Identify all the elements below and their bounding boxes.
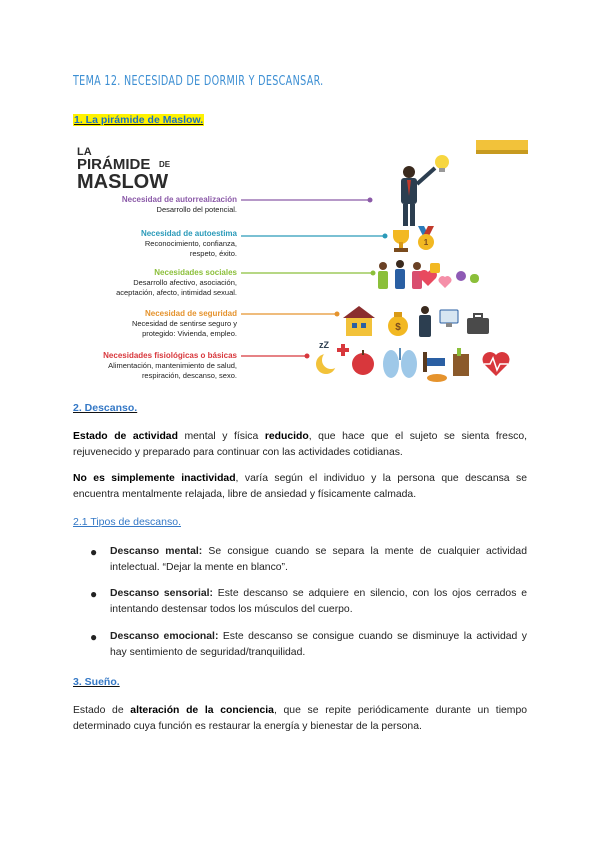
page-title: TEMA 12. NECESIDAD DE DORMIR Y DESCANSAR.	[73, 74, 324, 89]
level-title-2: Necesidad de autoestima	[140, 229, 237, 238]
svg-text:$: $	[395, 322, 401, 333]
level-line-3-1: Desarrollo afectivo, asociación,	[133, 278, 237, 287]
level-line-2-2: respeto, éxito.	[189, 249, 237, 258]
bullet-icon: ●	[90, 587, 98, 601]
descanso-paragraph-1	[73, 429, 527, 461]
term-alteracion-conciencia: alteración de la conciencia	[130, 705, 274, 716]
term-estado-actividad: Estado de actividad	[73, 431, 178, 442]
level-title-5: Necesidades fisiológicas o básicas	[103, 351, 237, 360]
list-item-descanso-mental	[90, 544, 527, 576]
level-line-4-1: Necesidad de sentirse seguro y	[131, 319, 237, 328]
text-fragment: , varía según el individuo y la persona que descansa se encuentra mentalmente relajada, libre de ansiedad y físicamente calmada.	[73, 473, 528, 500]
item-text: Este descanso se consigue cuando se disminuye la actividad y hay sentimiento de seguridad/tranquilidad.	[110, 631, 527, 658]
section-heading-sueno	[73, 676, 120, 688]
text-fragment: Estado de	[73, 705, 131, 716]
svg-text:zZ: zZ	[319, 340, 329, 350]
level-line-3-2: aceptación, afecto, intimidad sexual.	[116, 288, 237, 297]
maslow-pyramid-image	[73, 138, 528, 384]
section-heading-descanso-text: 2. Descanso.	[73, 402, 138, 414]
svg-text:1: 1	[423, 238, 429, 247]
item-label: Descanso mental:	[110, 546, 203, 557]
sueno-paragraph	[73, 703, 527, 735]
level-line-5-2: respiración, descanso, sexo.	[141, 371, 237, 380]
level-title-4: Necesidad de seguridad	[144, 309, 237, 318]
bullet-icon: ●	[90, 545, 98, 559]
fish-icon	[427, 374, 447, 382]
term-reducido: reducido	[264, 431, 309, 442]
logo-maslow: MASLOW	[77, 171, 169, 193]
text-fragment: mental y física	[177, 431, 265, 442]
trophy-icon	[393, 230, 409, 252]
level-title-3: Necesidades sociales	[154, 268, 237, 277]
section-heading-maslow	[73, 114, 204, 126]
item-label: Descanso emocional:	[110, 631, 219, 642]
item-label: Descanso sensorial:	[110, 588, 213, 599]
text-fragment: , que se repite periódicamente durante un tiempo determinado cuya función es restaurar la energía y bienestar de la persona.	[73, 705, 527, 732]
level-line-4-2: protegido: Vivienda, empleo.	[142, 329, 237, 338]
level-line-2-1: Reconocimiento, confianza,	[144, 239, 237, 248]
descanso-paragraph-2	[73, 471, 527, 503]
logo-piramide: PIRÁMIDE	[77, 156, 151, 173]
section-heading-descanso	[73, 402, 137, 414]
section-heading-sueno-text: 3. Sueño.	[73, 676, 120, 688]
subsection-heading-tipos: 2.1 Tipos de descanso.	[73, 516, 181, 528]
list-item-descanso-emocional	[90, 629, 527, 661]
level-title-1: Necesidad de autorrealización	[121, 195, 237, 204]
text-fragment: , que hace que el sujeto se sienta fresco, rejuvenecido y preparado para continuar con las actividades cotidianas.	[73, 431, 527, 458]
people-icon	[378, 260, 422, 289]
logo-de: DE	[159, 160, 171, 169]
level-line-5-1: Alimentación, mantenimiento de salud,	[108, 361, 237, 370]
section-heading-maslow-text: 1. La pirámide de Maslow.	[74, 114, 204, 126]
term-no-inactividad: No es simplemente inactividad	[73, 473, 236, 484]
item-text: Este descanso se adquiere en silencio, con los ojos cerrados e intentando destensar todos los músculos del cuerpo.	[110, 588, 527, 615]
level-line-1-1: Desarrollo del potencial.	[156, 205, 237, 214]
item-text: Se consigue cuando se separa la mente de cualquier actividad intelectual. “Dejar la mente en blanco”.	[110, 546, 527, 573]
list-item-descanso-sensorial	[90, 586, 527, 618]
bullet-icon: ●	[90, 630, 98, 644]
logo-la: LA	[77, 146, 92, 158]
